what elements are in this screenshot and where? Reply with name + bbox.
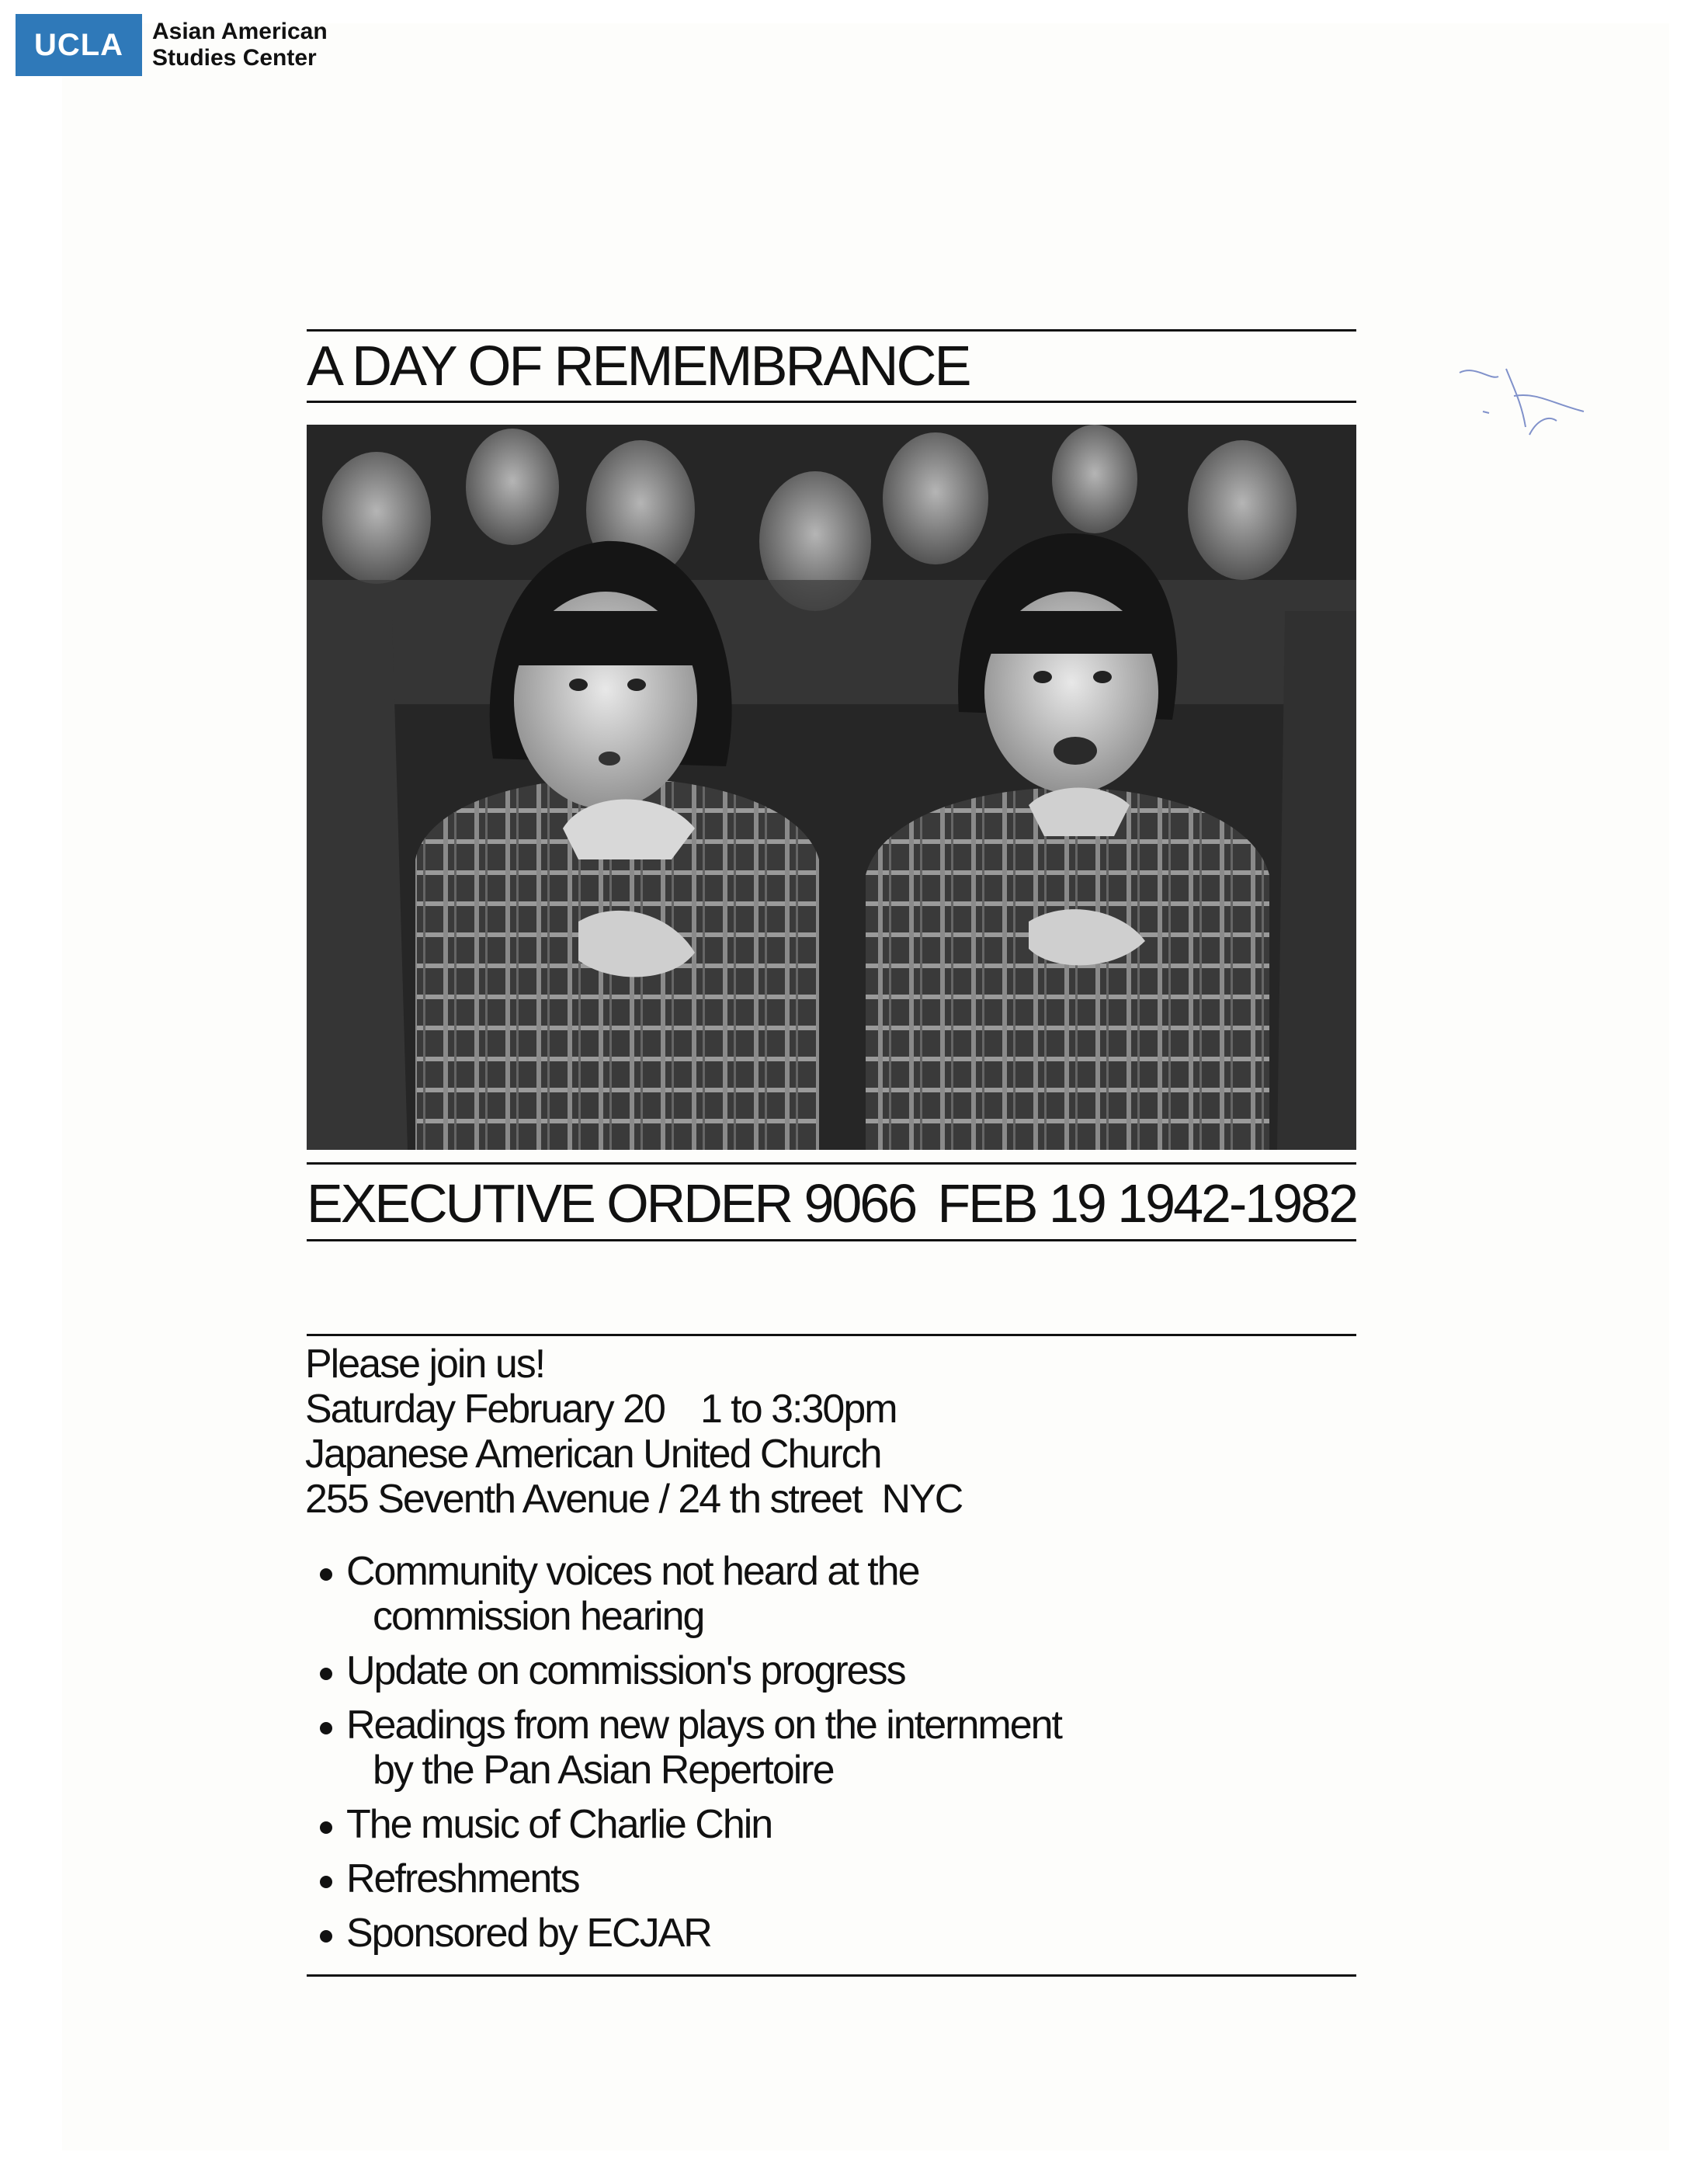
- address-line: [305, 1477, 1355, 1522]
- details-top-rule: [307, 1334, 1356, 1336]
- list-item: Readings from new plays on the internment by the Pan Asian Repertoire: [317, 1703, 1326, 1793]
- logo-line-2: Studies Center: [152, 45, 317, 71]
- logo-line-1: Asian American: [152, 19, 328, 44]
- event-city: NYC: [881, 1477, 963, 1522]
- order-row: [307, 1172, 1356, 1234]
- date-time-line: [305, 1387, 1355, 1432]
- program-list: [317, 1549, 1326, 1965]
- order-top-rule: [307, 1162, 1356, 1165]
- pen-scribble: [1452, 357, 1592, 458]
- bottom-rule: [307, 1974, 1356, 1977]
- event-day: Saturday February 20: [305, 1387, 665, 1432]
- order-bottom-rule: [307, 1239, 1356, 1241]
- heading-rule: [307, 401, 1356, 403]
- venue-line: Japanese American United Church: [305, 1432, 881, 1477]
- event-time: 1 to 3:30pm: [700, 1387, 897, 1432]
- invite-line: Please join us!: [305, 1342, 545, 1387]
- ucla-logo: [16, 14, 142, 76]
- list-item: Update on commission's progress: [317, 1648, 1326, 1693]
- flyer-heading: A DAY OF REMEMBRANCE: [307, 335, 970, 398]
- logo-caption: [152, 19, 328, 71]
- event-details: [305, 1342, 1355, 1522]
- list-item: Sponsored by ECJAR: [317, 1911, 1326, 1956]
- logo-brand: UCLA: [33, 27, 124, 62]
- list-item: Community voices not heard at the commission hearing: [317, 1549, 1326, 1639]
- order-dates: FEB 19 1942-1982: [937, 1173, 1356, 1234]
- children-photograph: [307, 425, 1356, 1150]
- list-item: Refreshments: [317, 1856, 1326, 1901]
- executive-order-title: EXECUTIVE ORDER 9066: [307, 1173, 916, 1234]
- event-address: 255 Seventh Avenue / 24 th street: [305, 1477, 862, 1522]
- top-rule: [307, 329, 1356, 332]
- list-item: The music of Charlie Chin: [317, 1802, 1326, 1847]
